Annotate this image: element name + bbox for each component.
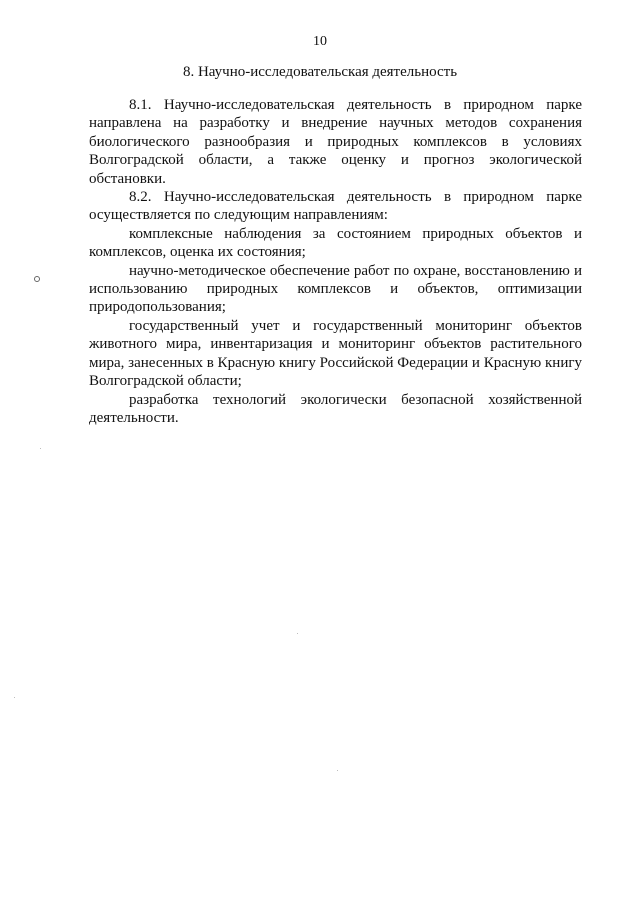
- section-body: [89, 96, 582, 427]
- scan-speck: [337, 770, 338, 771]
- list-item-methodological-support: научно-методическое обеспечение работ по охране, восстановлению и использованию природных комплексов и объектов, оптимизации природопользования;: [89, 262, 582, 316]
- paragraph-8-2: 8.2. Научно-исследовательская деятельность в природном парке осуществляется по следующим направлениям:: [89, 189, 582, 224]
- paragraph-8-1: 8.1. Научно-исследовательская деятельность в природном парке направлена на разработку и внедрение научных методов сохранения биологического разнообразия и природных комплексов в условиях Волгоградской области, а также оценку и прогноз экологической обстановки.: [89, 97, 582, 187]
- scan-mark-icon: [34, 276, 40, 282]
- scan-speck: [40, 448, 41, 449]
- page-number: 10: [313, 34, 327, 49]
- section-title: 8. Научно-исследовательская деятельность: [182, 64, 458, 80]
- list-item-state-accounting: государственный учет и государственный мониторинг объектов животного мира, инвентаризация и мониторинг объектов растительного мира, занесенных в Красную книгу Российской Федерации и Красную книгу Волгоградской области;: [89, 317, 582, 390]
- list-item-technology-development: разработка технологий экологически безопасной хозяйственной деятельности.: [89, 391, 582, 426]
- scan-speck: [14, 697, 15, 698]
- scan-speck: [297, 633, 298, 634]
- list-item-monitoring: комплексные наблюдения за состоянием природных объектов и комплексов, оценка их состояния;: [89, 225, 582, 261]
